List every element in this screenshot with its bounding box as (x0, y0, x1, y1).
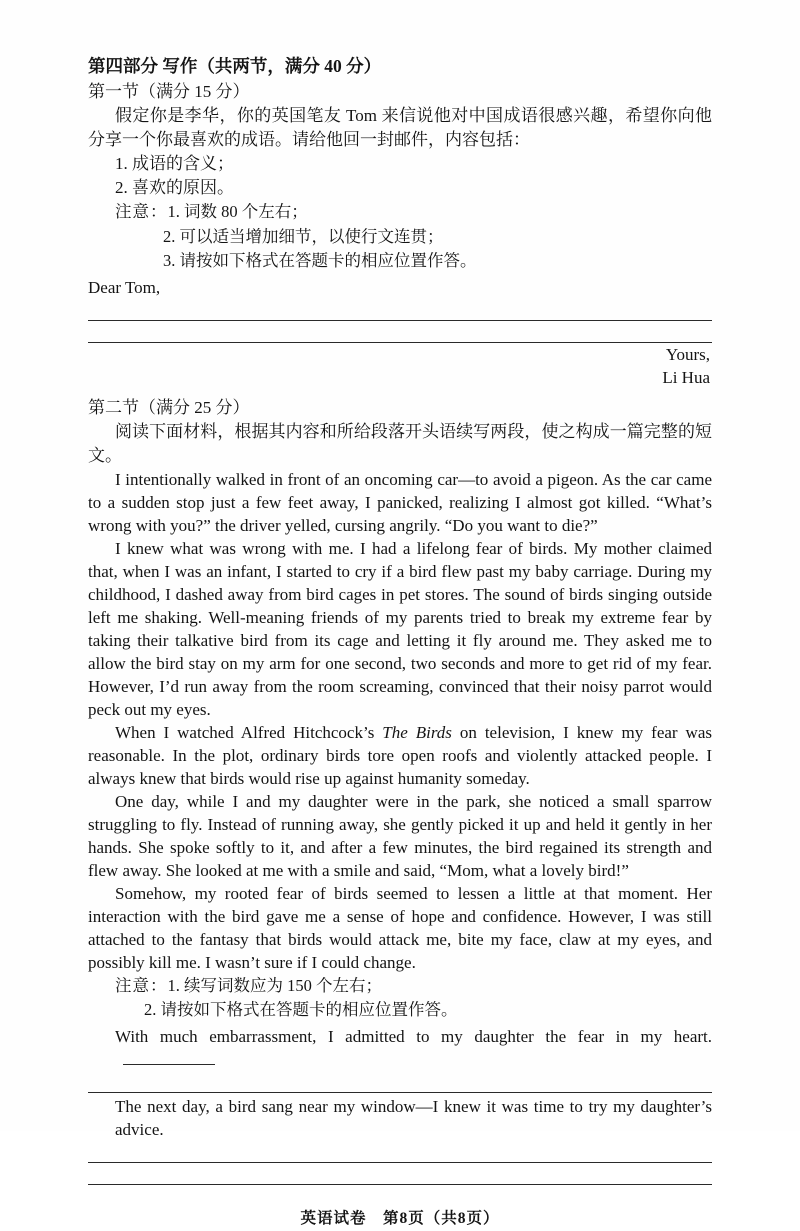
paragraph-text: When I watched Alfred Hitchcock’s (115, 722, 383, 742)
note-text: 3. 请按如下格式在答题卡的相应位置作答。 (163, 251, 477, 270)
section1-title: 第一节（满分 15 分） (88, 82, 250, 101)
section2-title: 第二节（满分 25 分） (88, 397, 250, 417)
notes-label: 注意： (115, 975, 168, 995)
answer-blank-segment (123, 1052, 215, 1065)
section1-note-3 (88, 249, 712, 274)
letter-closing: Yours, (665, 344, 710, 364)
note-text: 2. 可以适当增加细节，以使行文连贯； (163, 226, 444, 246)
story-paragraph-5: Somehow, my rooted fear of birds seemed to lessen a little at that moment. Her interaction with the bird gave me a sense of hope and confidence. However, I was still attached to the fantasy that birds would attack me, bite my face, claw at my eyes, and possibly kill me. I wasn’t sure if I could change. (88, 883, 712, 972)
section2-instruction: 阅读下面材料，根据其内容和所给段落开头语续写两段，使之构成一篇完整的短文。 (88, 421, 712, 465)
section1-note-1 (88, 200, 712, 225)
section1-prompt: 假定你是李华，你的英国笔友 Tom 来信说他对中国成语很感兴趣，希望你向他分享一个你最喜欢的成语。请给他回一封邮件，内容包括： (88, 106, 712, 149)
story-paragraph-4: One day, while I and my daughter were in the park, she noticed a small sparrow struggling to fly. Instead of running away, she gently picked it up and held it gently in her hands. She spoke softly to it, and after a few minutes, the bird regained its strength and flew away. She looked at me with a smile and said, “Mom, what a lovely bird!” (88, 791, 712, 880)
section1-note-2 (88, 225, 712, 250)
paragraph-text: on television, I knew my fear was reasonable. In the plot, ordinary birds tore open roofs and violently attacked people. I always knew that birds would rise up against humanity someday. (88, 722, 712, 788)
answer-blank-line (88, 1163, 712, 1185)
continuation-opening-2: The next day, a bird sang near my window—I knew it was time to try my daughter’s advice. (115, 1096, 712, 1139)
section2-note-2 (88, 998, 712, 1023)
notes-label: 注意： (115, 202, 168, 221)
page-footer: 英语试卷 第8页（共8页） (300, 1209, 500, 1227)
letter-signature: Li Hua (662, 367, 710, 387)
story-paragraph-1: I intentionally walked in front of an oncoming car—to avoid a pigeon. As the car came to a sudden stop just a few feet away, I panicked, realizing I almost got killed. “What’s wrong with you?” the driver yelled, cursing angrily. “Do you want to die?” (88, 469, 712, 535)
story-paragraph-3 (88, 721, 712, 790)
answer-blank-line (88, 1071, 712, 1093)
answer-blank-line (88, 1141, 712, 1163)
story-paragraph-2: I knew what was wrong with me. I had a lifelong fear of birds. My mother claimed that, when I was an infant, I started to cry if a bird flew past my baby carriage. During my childhood, I dashed away from bird cages in pet stores. The sound of birds singing outside left me shaking. Well-meaning friends of my parents tried to break my extreme fear by taking their talkative bird from its cage and letting it fly around me. They asked me to allow the bird stay on my arm for one second, two seconds and more to get rid of my fear. However, I’d run away from the room screaming, convinced that their noisy parrot would peck out my eyes. (88, 538, 712, 719)
note-text: 2. 请按如下格式在答题卡的相应位置作答。 (144, 1000, 458, 1019)
section2-note-1 (88, 974, 712, 999)
movie-title: The Birds (382, 722, 452, 742)
note-text: 1. 词数 80 个左右； (167, 202, 308, 221)
section1-point-1: 1. 成语的含义； (115, 154, 234, 173)
continuation-opening-1 (88, 1025, 712, 1071)
continuation-text: With much embarrassment, I admitted to my daughter the fear in my heart. (115, 1026, 712, 1046)
section1-point-2: 2. 喜欢的原因。 (115, 178, 234, 197)
note-text: 1. 续写词数应为 150 个左右； (167, 975, 382, 995)
section2-notes (88, 974, 712, 1023)
part-title: 第四部分 写作（共两节，满分 40 分） (88, 56, 382, 76)
letter-salutation: Dear Tom, (88, 277, 161, 297)
answer-blank-line (88, 321, 712, 343)
section1-notes (88, 200, 712, 274)
answer-blank-line (88, 299, 712, 321)
